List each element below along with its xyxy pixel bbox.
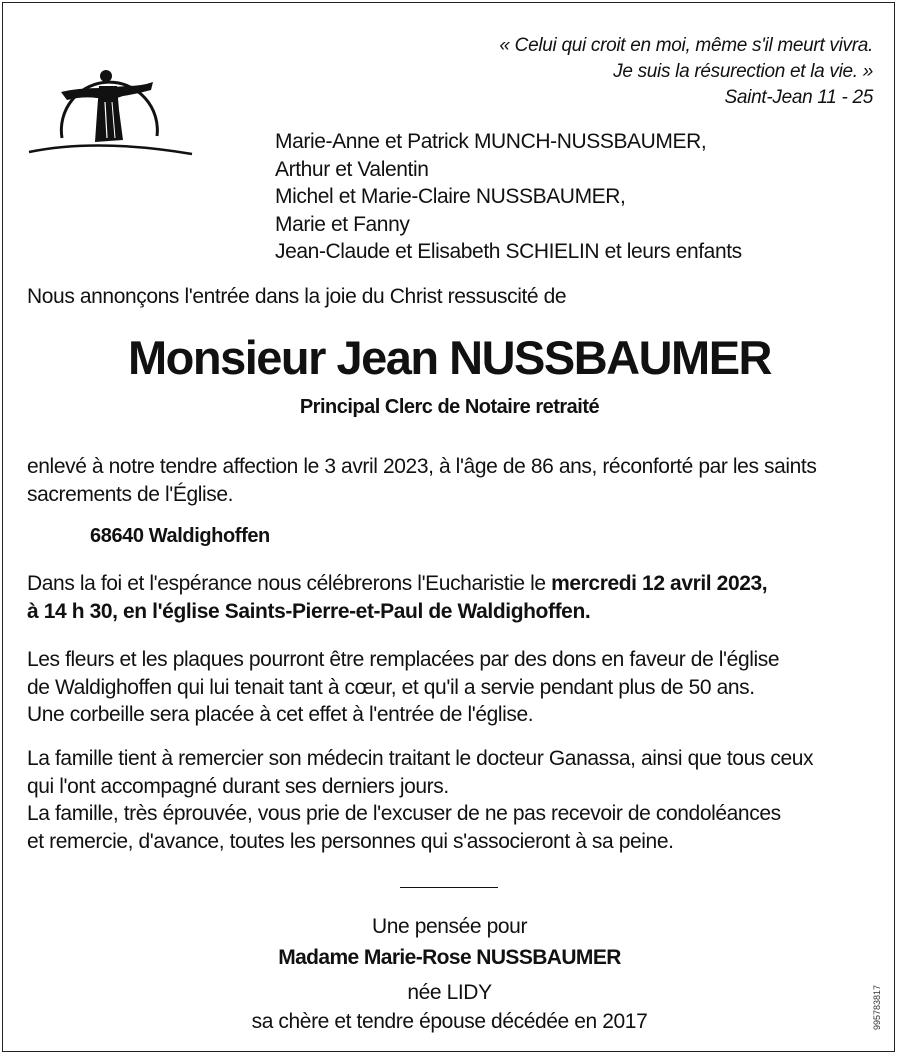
- separator-line: [400, 887, 498, 888]
- christ-redeemer-icon: [27, 58, 197, 163]
- thanks-line: La famille tient à remercier son médecin traitant le docteur Ganassa, ainsi que tous ceux: [27, 747, 814, 770]
- memorial-name: Madame Marie-Rose NUSSBAUMER: [278, 946, 621, 969]
- funeral-intro: Dans la foi et l'espérance nous célébrerons l'Eucharistie le: [27, 572, 552, 595]
- funeral-details: [27, 570, 877, 625]
- memorial-text: sa chère et tendre épouse décédée en 2017: [251, 1010, 648, 1033]
- flowers-line: Une corbeille sera placée à cet effet à l'entrée de l'église.: [27, 703, 534, 726]
- family-list: [275, 128, 742, 266]
- epigraph-reference: Saint-Jean 11 - 25: [724, 87, 873, 108]
- deceased-title: Principal Clerc de Notaire retraité: [299, 396, 600, 418]
- family-line: Marie et Fanny: [275, 212, 410, 236]
- family-line: Michel et Marie-Claire NUSSBAUMER,: [275, 185, 626, 208]
- family-line: Marie-Anne et Patrick MUNCH-NUSSBAUMER,: [275, 130, 707, 153]
- epigraph: [499, 33, 873, 111]
- death-notice: [27, 453, 877, 508]
- death-notice-line: enlevé à notre tendre affection le 3 avril 2023, à l'âge de 86 ans, réconforté par les saints: [27, 455, 817, 478]
- family-line: Jean-Claude et Elisabeth SCHIELIN et leurs enfants: [275, 240, 742, 263]
- memorial-intro: Une pensée pour: [371, 915, 528, 938]
- funeral-line: [27, 570, 877, 598]
- thanks-line: La famille, très éprouvée, vous prie de l'excuser de ne pas recevoir de condoléances: [27, 802, 781, 825]
- funeral-date: mercredi 12 avril 2023,: [551, 572, 768, 595]
- thanks-line: qui l'ont accompagné durant ses derniers jours.: [27, 774, 449, 798]
- funeral-time-place: à 14 h 30, en l'église Saints-Pierre-et-Paul de Waldighoffen.: [27, 599, 591, 623]
- thanks-line: et remercie, d'avance, toutes les personnes qui s'associeront à sa peine.: [27, 829, 674, 853]
- town: 68640 Waldighoffen: [90, 525, 270, 547]
- thanks-paragraph: [27, 745, 877, 855]
- deceased-name: Monsieur Jean NUSSBAUMER: [128, 331, 771, 384]
- family-line: Arthur et Valentin: [275, 157, 429, 181]
- flowers-line: Les fleurs et les plaques pourront être remplacées par des dons en faveur de l'église: [27, 648, 780, 671]
- epigraph-line: « Celui qui croit en moi, même s'il meurt vivra.: [499, 35, 873, 56]
- death-notice-line: sacrements de l'Église.: [27, 482, 234, 506]
- announcement: Nous annonçons l'entrée dans la joie du Christ ressuscité de: [27, 285, 567, 308]
- reference-number: 995783817: [872, 984, 882, 1030]
- flowers-paragraph: [27, 646, 877, 729]
- flowers-line: de Waldighoffen qui lui tenait tant à cœur, et qu'il a servie pendant plus de 50 ans.: [27, 675, 755, 699]
- memorial-maiden-name: née LIDY: [407, 981, 492, 1004]
- epigraph-line: Je suis la résurection et la vie. »: [613, 61, 873, 82]
